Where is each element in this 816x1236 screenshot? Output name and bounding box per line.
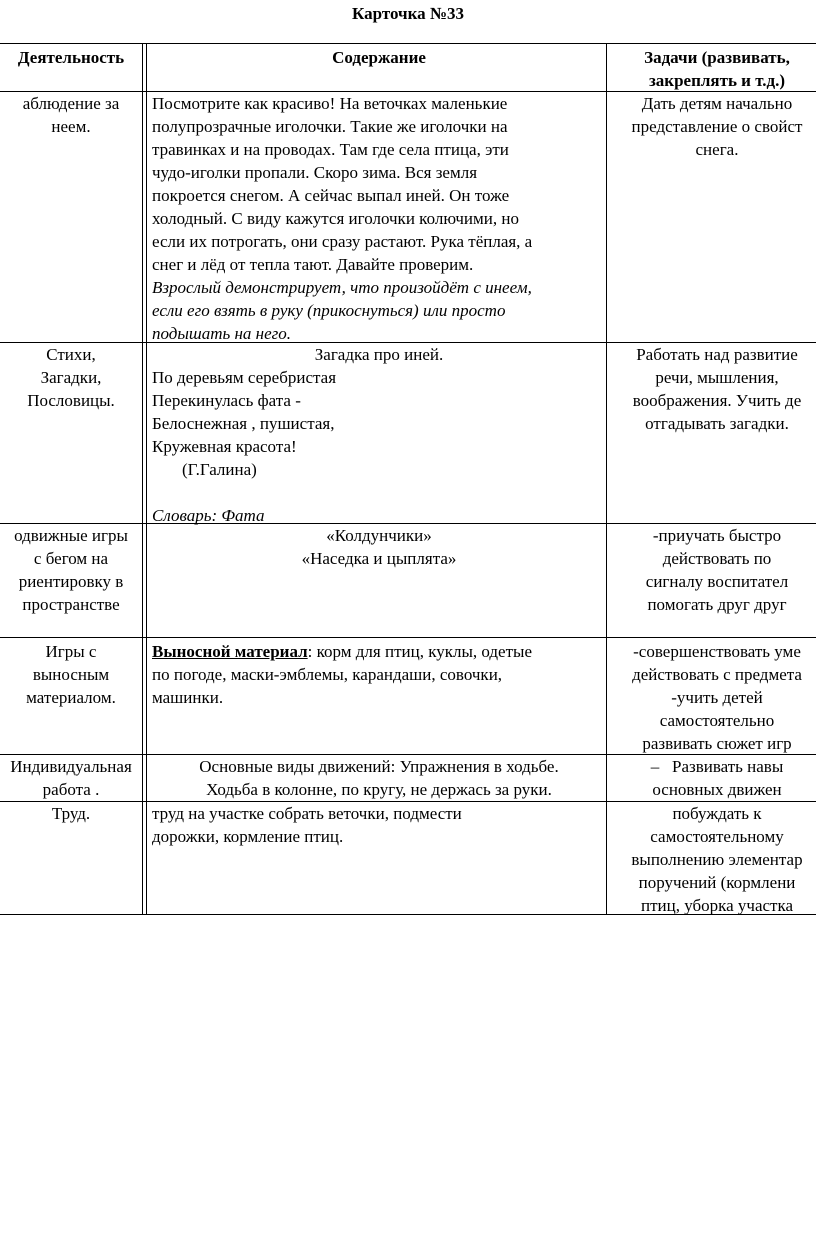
riddle-author: (Г.Галина) bbox=[182, 460, 257, 479]
text-line: поручений (кормлени bbox=[638, 873, 796, 892]
text-line: работа . bbox=[42, 780, 100, 799]
text-line: Перекинулась фата - bbox=[152, 391, 301, 410]
text-line: развивать сюжет игр bbox=[642, 734, 792, 753]
header-tasks-line: Задачи (развивать, bbox=[644, 48, 790, 67]
text-line: действовать по bbox=[662, 549, 772, 568]
riddle-heading: Загадка про иней. bbox=[314, 345, 444, 364]
text-line: одвижные игры bbox=[14, 526, 128, 545]
text-line: побуждать к bbox=[672, 804, 762, 823]
row5-activity bbox=[0, 755, 142, 801]
text-line: Труд. bbox=[51, 804, 91, 823]
header-content-label: Содержание bbox=[332, 48, 426, 67]
text-line: Белоснежная , пушистая, bbox=[152, 414, 335, 433]
text-line: труд на участке собрать веточки, подмести bbox=[152, 804, 462, 823]
text-line: представление о свойст bbox=[631, 117, 803, 136]
text-line: машинки. bbox=[152, 688, 224, 707]
italic-line: если его взять в руку (прикоснуться) или просто bbox=[152, 301, 506, 320]
text-line: -приучать быстро bbox=[652, 526, 782, 545]
text-line: действовать с предмета bbox=[632, 665, 802, 684]
text-line: речи, мышления, bbox=[655, 368, 779, 387]
text-line: самостоятельно bbox=[659, 711, 775, 730]
row1-activity bbox=[0, 92, 142, 138]
row4-tasks bbox=[606, 640, 816, 755]
text-line: полупрозрачные иголочки. Такие же иголочки на bbox=[152, 117, 508, 136]
row3-activity bbox=[0, 524, 142, 616]
header-tasks bbox=[606, 46, 816, 92]
italic-line: подышать на него. bbox=[152, 324, 292, 343]
text-line: отгадывать загадки. bbox=[645, 414, 789, 433]
page-title: Карточка №33 bbox=[352, 4, 464, 23]
text-line: Пословицы. bbox=[27, 391, 115, 410]
game-title: «Колдунчики» bbox=[326, 526, 432, 545]
table-top-border bbox=[0, 43, 816, 44]
text-line: -совершенствовать уме bbox=[633, 642, 801, 661]
text-line: птиц, уборка участка bbox=[640, 896, 794, 915]
row6-content bbox=[146, 802, 606, 848]
row3-tasks bbox=[606, 524, 816, 616]
row3-content bbox=[146, 524, 606, 570]
row2-content bbox=[146, 343, 606, 527]
row4-content bbox=[146, 640, 606, 709]
text-line: дорожки, кормление птиц. bbox=[152, 827, 344, 846]
text-line: Игры с bbox=[45, 642, 97, 661]
text-line: Дать детям начально bbox=[641, 94, 793, 113]
text-line: Посмотрите как красиво! На веточках маленькие bbox=[152, 94, 508, 113]
row6-activity bbox=[0, 802, 142, 825]
text-line: По деревьям серебристая bbox=[152, 368, 337, 387]
row5-content bbox=[146, 755, 606, 801]
header-activity bbox=[0, 46, 142, 69]
text-line: выносным bbox=[32, 665, 110, 684]
text-line: Кружевная красота! bbox=[152, 437, 297, 456]
text-line: Работать над развитие bbox=[636, 345, 798, 364]
text-line: воображения. Учить де bbox=[632, 391, 802, 410]
text-line: сигналу воспитател bbox=[645, 572, 789, 591]
text-line: материалом. bbox=[26, 688, 116, 707]
row6-tasks bbox=[606, 802, 816, 917]
text-line: риентировку в bbox=[18, 572, 124, 591]
text-line: по погоде, маски-эмблемы, карандаши, совочки, bbox=[152, 665, 503, 684]
text-line: Ходьба в колонне, по кругу, не держась за руки. bbox=[206, 780, 552, 799]
italic-line: Взрослый демонстрирует, что произойдёт с инеем, bbox=[152, 278, 532, 297]
text-line: Основные виды движений: Упражнения в ходьбе. bbox=[199, 757, 559, 776]
text-line: травинках и на проводах. Там где села птица, эти bbox=[152, 140, 509, 159]
text-line: снега. bbox=[695, 140, 739, 159]
vocabulary-line: Словарь: Фата bbox=[152, 506, 265, 525]
text-line: основных движен bbox=[652, 780, 782, 799]
header-tasks-line: закреплять и т.д.) bbox=[648, 71, 786, 90]
text-line: выполнению элементар bbox=[631, 850, 803, 869]
header-activity-label: Деятельность bbox=[17, 48, 125, 67]
column-divider bbox=[142, 43, 143, 915]
text-line: с бегом на bbox=[33, 549, 109, 568]
row1-tasks bbox=[606, 92, 816, 161]
text-line: снег и лёд от тепла тают. Давайте проверим. bbox=[152, 255, 474, 274]
text-line: самостоятельному bbox=[650, 827, 784, 846]
text-line: пространстве bbox=[22, 595, 120, 614]
row1-content bbox=[146, 92, 606, 345]
row4-activity bbox=[0, 640, 142, 709]
text-line: Стихи, bbox=[46, 345, 96, 364]
text-line: если их потрогать, они сразу растают. Рука тёплая, а bbox=[152, 232, 533, 251]
text-line: -учить детей bbox=[671, 688, 763, 707]
header-content bbox=[146, 46, 606, 69]
row5-tasks bbox=[606, 755, 816, 801]
text-line: аблюдение за bbox=[22, 94, 120, 113]
row-divider bbox=[0, 637, 816, 638]
text-line: помогать друг друг bbox=[647, 595, 787, 614]
text-line: : корм для птиц, куклы, одетые bbox=[307, 642, 532, 661]
text-line: Индивидуальная bbox=[10, 757, 132, 776]
material-label: Выносной материал bbox=[152, 642, 308, 661]
blank-line bbox=[152, 481, 606, 504]
row2-tasks bbox=[606, 343, 816, 435]
text-line: – Развивать навы bbox=[650, 757, 784, 776]
text-line: чудо-иголки пропали. Скоро зима. Вся земля bbox=[152, 163, 478, 182]
game-title: «Наседка и цыплята» bbox=[301, 549, 457, 568]
text-line: покроется снегом. А сейчас выпал иней. Он тоже bbox=[152, 186, 510, 205]
row2-activity bbox=[0, 343, 142, 412]
text-line: неем. bbox=[51, 117, 91, 136]
text-line: Загадки, bbox=[40, 368, 102, 387]
text-line: холодный. С виду кажутся иголочки колючими, но bbox=[152, 209, 519, 228]
